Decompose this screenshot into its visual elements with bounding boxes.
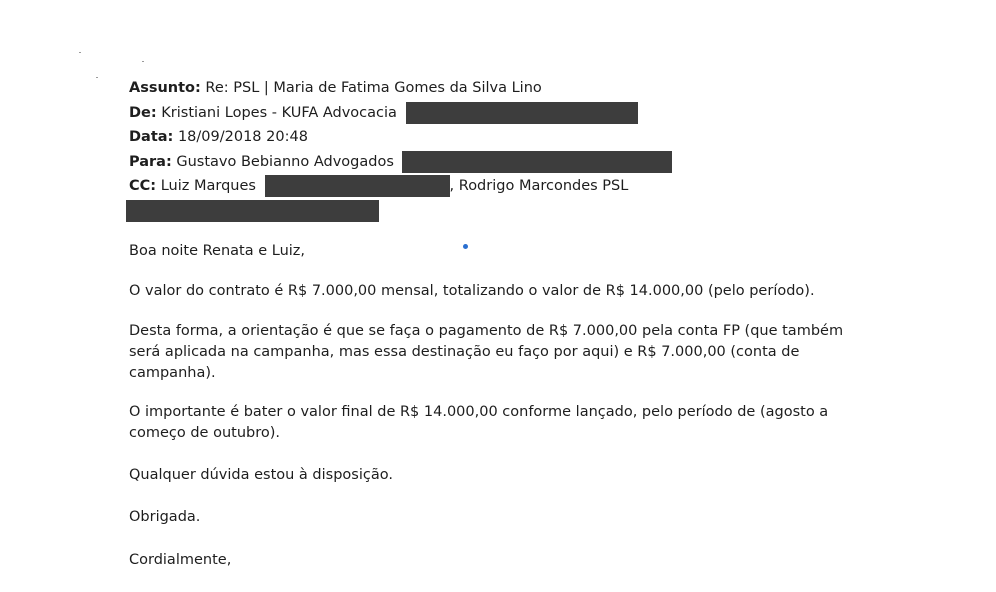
from-email-redaction	[406, 102, 638, 124]
cc-line	[129, 174, 949, 199]
cc-value-1: Luiz Marques	[156, 178, 261, 194]
date-value: 18/09/2018 20:48	[173, 129, 308, 145]
from-line	[129, 101, 949, 126]
greeting: Boa noite Renata e Luiz,	[129, 243, 306, 259]
from-value: Kristiani Lopes - KUFA Advocacia	[156, 104, 402, 121]
body-paragraph-2: Desta forma, a orientação é que se faça o pagamento de R$ 7.000,00 pela conta FP (que também será aplicada na campanha, mas essa destinação eu faço por aqui) e R$ 7.000,00 (conta de campanha).	[129, 323, 844, 381]
to-email-redaction	[402, 151, 672, 173]
scan-speck	[142, 61, 144, 62]
scan-speck	[96, 77, 98, 78]
to-value: Gustavo Bebianno Advogados	[171, 153, 399, 170]
cc-email-redaction-1	[265, 175, 450, 197]
body-paragraph-1: O valor do contrato é R$ 7.000,00 mensal, totalizando o valor de R$ 14.000,00 (pelo período).	[129, 283, 815, 299]
date-line	[129, 125, 949, 150]
to-line	[129, 150, 949, 175]
cc-label: CC:	[129, 178, 157, 194]
body-paragraph-3: O importante é bater o valor final de R$ 14.000,00 conforme lançado, pelo período de (agosto a começo de outubro).	[129, 404, 829, 441]
subject-value: Re: PSL | Maria de Fatima Gomes da Silva Lino	[200, 80, 542, 96]
body-paragraph-4: Qualquer dúvida estou à disposição.	[129, 467, 393, 483]
to-label: Para:	[129, 153, 172, 170]
closing: Cordialmente,	[129, 552, 232, 568]
cc-continuation-line	[129, 199, 949, 224]
email-header	[129, 76, 949, 223]
from-label: De:	[129, 104, 157, 121]
subject-line	[129, 76, 949, 101]
body-paragraph-5: Obrigada.	[129, 509, 201, 525]
date-label: Data:	[129, 129, 174, 145]
cc-email-redaction-2	[126, 200, 379, 222]
scan-speck	[79, 52, 81, 53]
cc-value-2: , Rodrigo Marcondes PSL	[449, 178, 629, 194]
subject-label: Assunto:	[129, 80, 201, 96]
email-document	[129, 76, 949, 568]
blue-dot-marker	[463, 244, 468, 249]
